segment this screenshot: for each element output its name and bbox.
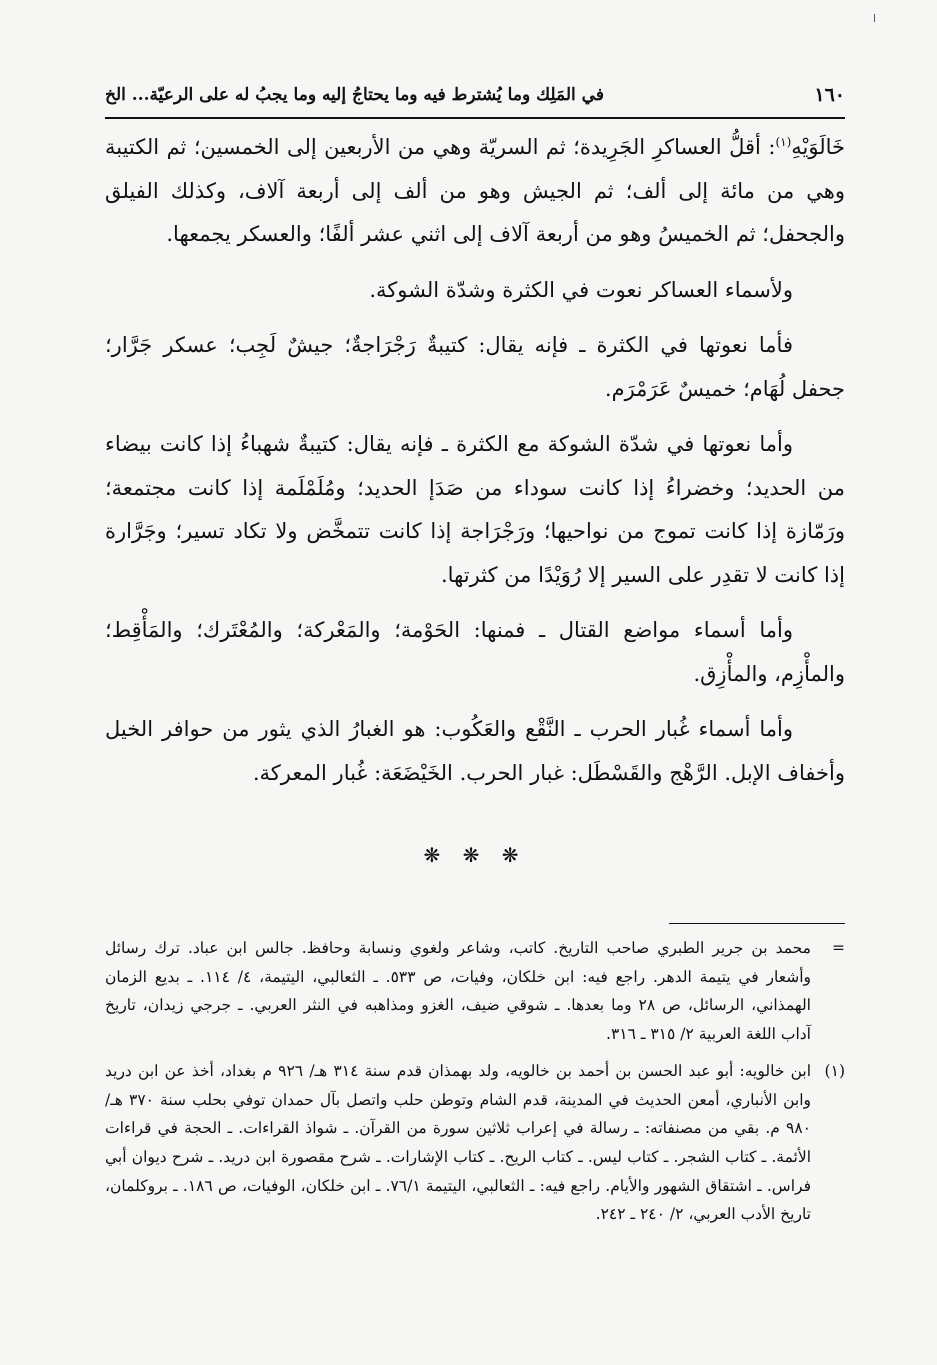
main-text [105, 126, 845, 807]
paragraph-1-lead: خَالَوَيْهِ [791, 135, 845, 159]
scan-mark [874, 14, 875, 22]
paragraph-2: ولأسماء العساكر نعوت في الكثرة وشدّة الشوكة. [369, 277, 793, 302]
running-title: في المَلِك وما يُشترط فيه وما يحتاجُ إليه وما يجبُ له على الرعيّة... الخ [105, 85, 604, 105]
footnote-text: ابن خالويه: أبو عبد الحسن بن أحمد بن خالويه، ولد بهمذان قدم سنة ٣١٤ هـ/ ٩٢٦ م بغداد، أخذ عن ابن دريد وابن الأنباري، أمعن الحديث في المدينة، قدم الشام وتوطن حلب واتصل بآل حمدان توفي بحلب سنة ٣٧٠ هـ/ ٩٨٠ م. بقي من مصنفاته: ـ رسالة في إعراب ثلاثين سورة من القرآن. ـ شواذ القراءات. ـ الحجة في قراءات الأئمة. ـ كتاب الشجر. ـ كتاب ليس. ـ كتاب الريح. ـ كتاب الإشارات. ـ شرح مقصورة ابن دريد. ـ شرح ديوان أبي فراس. ـ اشتقاق الشهور والأيام. راجع فيه: ـ الثعالبي، اليتيمة ٧٦/١. ـ ابن خلكان، الوفيات، ص ١٨٦. ـ بروكلمان، تاريخ الأدب العربي، ٢/ ٢٤٠ ـ ٢٤٢. [105, 1061, 812, 1224]
footnote-continued [105, 934, 845, 1049]
footnotes [105, 934, 845, 1237]
footnote-reference: (١) [775, 135, 792, 149]
header-rule [105, 117, 845, 119]
footnote-1 [105, 1057, 845, 1229]
paragraph-4: وأما نعوتها في شدّة الشوكة مع الكثرة ـ فإنه يقال: كتيبةٌ شهباءُ إذا كانت بيضاء من الحديد؛ وخضراءُ إذا كانت سوداء من صَدَإ الحديد؛ ومُلَمْلَمة إذا كانت مجتمعة؛ ورَمّازة إذا كانت تموج من نواحيها؛ ورَجْرَاجة إذا كانت تتمخَّض ولا تكاد تسير؛ وجَرَّارة إذا كانت لا تقدِر على السير إلا رُوَيْدًا من كثرتها. [105, 432, 845, 587]
paragraph-6: وأما أسماء غُبار الحرب ـ النَّقْع والعَكُوب: هو الغبارُ الذي يثور من حوافر الخيل وأخفاف الإبل. الرَّهْج والقَسْطَل: غبار الحرب. الخَيْضَعَة: غُبار المعركة. [105, 717, 845, 785]
paragraph-1-text: : أقلُّ العساكرِ الجَرِيدة؛ ثم السريّة وهي من الأربعين إلى الخمسين؛ ثم الكتيبة وهي من مائة إلى ألف؛ ثم الجيش وهو من ألف إلى أربعة آلاف، وكذلك الفيلق والجحفل؛ ثم الخميسُ وهو من أربعة آلاف إلى اثني عشر ألفًا؛ والعسكر يجمعها. [105, 135, 845, 246]
running-header [105, 78, 845, 112]
paragraph-3: فأما نعوتها في الكثرة ـ فإنه يقال: كتيبةٌ رَجْرَاجةٌ؛ جيشٌ لَجِب؛ عسكر جَرَّار؛ جحفل لُهَام؛ خميسٌ عَرَمْرَم. [105, 333, 845, 401]
footnote-rule [669, 923, 845, 924]
page-number: ١٦٠ [814, 84, 845, 106]
paragraph-1 [105, 126, 845, 257]
footnote-marker: = [832, 939, 845, 957]
footnote-marker: (١) [824, 1061, 845, 1080]
footnote-text: محمد بن جرير الطبري صاحب التاريخ. كاتب، وشاعر ولغوي ونسابة وحافظ. جالس ابن عباد. ترك رسائل وأشعار في يتيمة الدهر. راجع فيه: ابن خلكان، وفيات، ص ٥٣٣. ـ الثعالبي، اليتيمة، ٤/ ١١٤. ـ بديع الزمان الهمذاني، الرسائل، ص ٢٨ وما بعدها. ـ شوقي ضيف، الغزو ومذاهبه في النثر العربي. ـ جرجي زيدان، تاريخ آداب اللغة العربية ٢/ ٣١٥ ـ ٣١٦. [105, 939, 811, 1044]
section-separator: ❋ ❋ ❋ [423, 843, 527, 867]
paragraph-5: وأما أسماء مواضع القتال ـ فمنها: الحَوْمة؛ والمَعْركة؛ والمُعْتَرك؛ والمَأْقِط؛ والمأْزِم، والمأْزِق. [105, 618, 845, 686]
